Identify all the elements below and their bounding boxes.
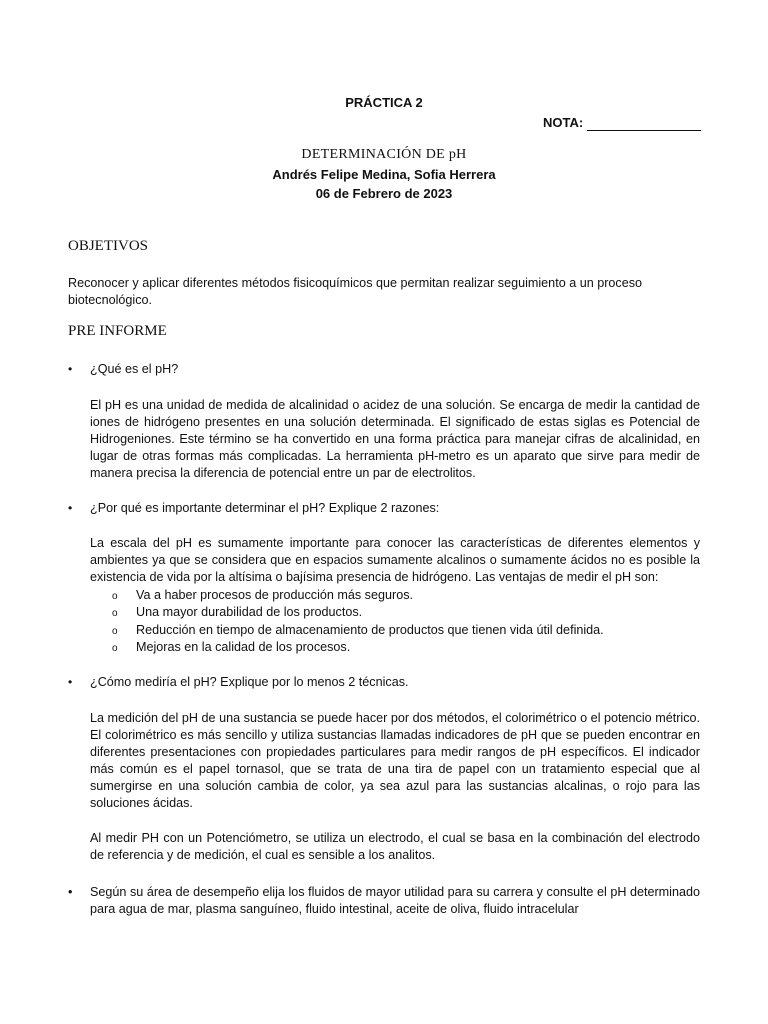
list-item-text: Va a haber procesos de producción más seguros. [136,588,413,602]
answer-text: Al medir PH con un Potenciómetro, se utiliza un electrodo, el cual se basa en la combinación del electrodo de referencia y de medición, el cual es sensible a los analitos. [90,831,700,862]
circle-bullet-icon: o [112,625,118,637]
circle-bullet-icon: o [112,642,118,654]
answer-text: La medición del pH de una sustancia se puede hacer por dos métodos, el colorimétrico o el potencio métrico. El colorimétrico es más sencillo y utiliza sustancias llamadas indicadores de pH que se pueden encontrar en diferentes presentaciones con propiedades particulares para medir rangos de pH específicos. El indicador más común es el papel tornasol, que se trata de una tira de papel con un tratamiento especial que al sumergirse en una solución cambia de color, ya sea azul para las sustancias alcalinas, o rojo para las soluciones ácidas. [90,711,700,810]
bullet-icon: • [68,362,73,376]
circle-bullet-icon: o [112,608,118,620]
answer-paragraph [90,830,700,864]
bullet-icon: • [68,885,73,899]
advantages-list [112,587,672,656]
grade-field [543,114,701,131]
list-item [112,587,672,604]
circle-bullet-icon: o [112,591,118,602]
pre-report-heading: PRE INFORME [68,323,167,339]
question-text: ¿Cómo mediría el pH? Explique por lo menos 2 técnicas. [90,675,409,689]
question-text: Según su área de desempeño elija los fluidos de mayor utilidad para su carrera y consulte el pH determinado para agua de mar, plasma sanguíneo, fluido intestinal, aceite de oliva, fluido intracelular [90,885,700,916]
document-title: DETERMINACIÓN DE pH [301,147,467,162]
answer-paragraph [90,535,700,586]
grade-label: NOTA: [543,115,584,130]
list-item [112,604,672,621]
list-item-text: Mejoras en la calidad de los procesos. [136,639,351,654]
question-text: ¿Por qué es importante determinar el pH? Explique 2 razones: [90,501,440,515]
question-text: ¿Qué es el pH? [90,362,179,376]
authors: Andrés Felipe Medina, Sofia Herrera [272,167,496,182]
list-item-text: Reducción en tiempo de almacenamiento de productos que tienen vida útil definida. [136,622,604,637]
bullet-icon: • [68,675,73,689]
answer-text: La escala del pH es sumamente importante para conocer las características de diferentes elementos y ambientes ya que se considera que en espacios sumamente alcalinos o sumamente ácidos no es posible la existencia de vida por la altísima o bajísima presencia de hidrógeno. Las ventajas de medir el pH son: [90,536,700,584]
list-item-text: Una mayor durabilidad de los productos. [136,605,363,620]
objectives-heading: OBJETIVOS [68,238,149,254]
document-date: 06 de Febrero de 2023 [315,186,453,201]
answer-paragraph [90,397,700,482]
answer-text: El pH es una unidad de medida de alcalinidad o acidez de una solución. Se encarga de medir la cantidad de iones de hidrógeno presentes en una solución determinada. El significado de estas siglas es Potencial de Hidrogeniones. Este término se ha convertido en una forma práctica para manejar cifras de alcalinidad, en lugar de otras formas más complicadas. La herramienta pH-metro es un aparato que sirve para medir de manera precisa la diferencia de potencial entre un par de electrolitos. [90,398,700,480]
practice-title: PRÁCTICA 2 [345,95,423,110]
objectives-text: Reconocer y aplicar diferentes métodos fisicoquímicos que permitan realizar seguimiento a un proceso biotecnológico. [68,276,643,307]
grade-blank-line [587,116,701,131]
list-item [112,622,672,639]
list-item [112,639,672,656]
bullet-icon: • [68,501,73,515]
answer-paragraph [90,710,700,812]
